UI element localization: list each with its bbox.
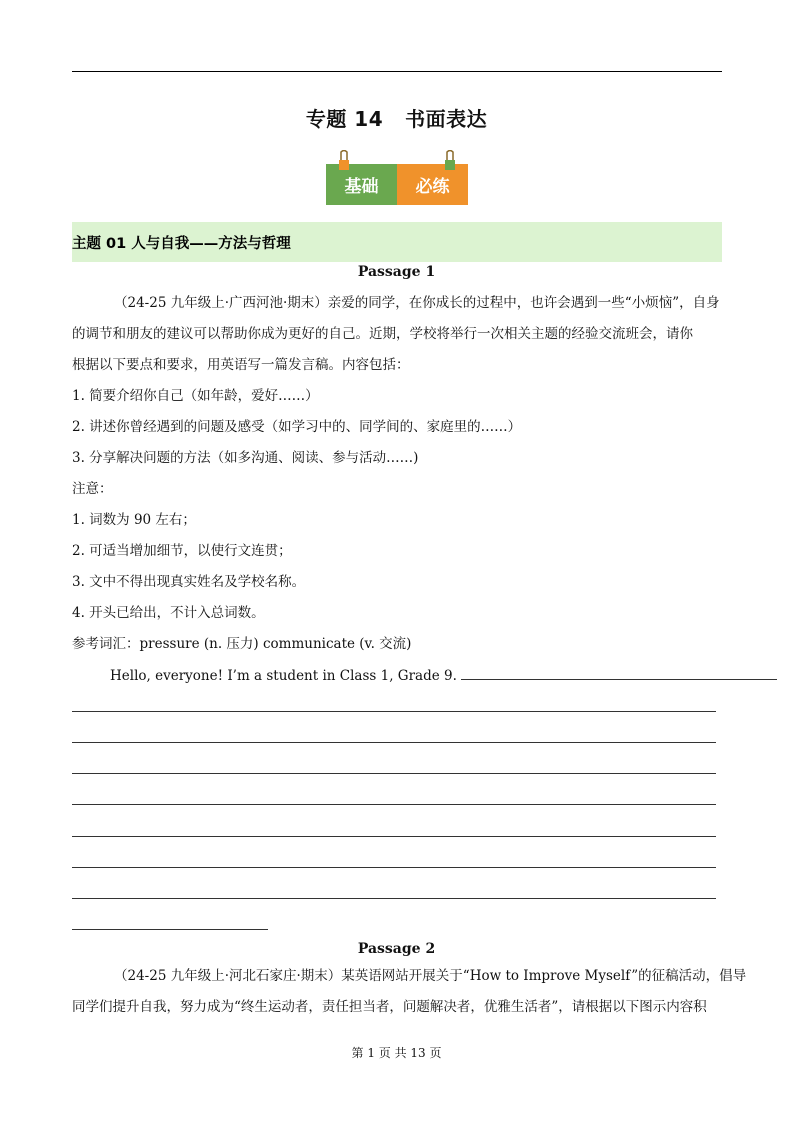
passage1-intro-line1: （24-25 九年级上·广西河池·期末）亲爱的同学，在你成长的过程中，也许会遇到一些“小烦恼”，自身 [114,295,720,311]
left-binder-clip-icon [338,150,350,172]
answer-line[interactable] [72,804,716,805]
passage1-vocabulary: 参考词汇：pressure (n. 压力) communicate (v. 交流) [72,636,412,652]
passage1-note: 2. 可适当增加细节，以使行文连贯； [72,543,292,559]
answer-line[interactable] [72,711,716,712]
page-title [0,103,793,132]
badge-right-label: 必练 [415,177,450,197]
theme-title: 主题 01 人与自我——方法与哲理 [72,235,291,252]
theme-bar [72,222,722,262]
passage1-point: 2. 讲述你曾经遇到的问题及感受（如学习中的、同学间的、家庭里的……） [72,419,522,435]
header-rule [72,71,722,72]
passage1-note: 4. 开头已给出，不计入总词数。 [72,605,265,621]
passage1-intro-line2: 的调节和朋友的建议可以帮助你成为更好的自己。近期，学校将举行一次相关主题的经验交流班会，请你 [72,326,693,342]
passage1-point: 1. 简要介绍你自己（如年龄，爱好……） [72,388,319,404]
passage1-heading: Passage 1 [357,264,436,280]
passage1-point: 3. 分享解决问题的方法（如多沟通、阅读、参与活动……) [72,450,419,466]
passage1-opening: Hello, everyone! I’m a student in Class 1, Grade 9. [110,668,457,684]
answer-line[interactable] [72,898,716,899]
badge-right-box [397,164,468,205]
passage1-note: 1. 词数为 90 左右； [72,512,196,528]
answer-line[interactable] [72,742,716,743]
answer-line[interactable] [72,773,716,774]
passage1-opening-row [110,665,722,686]
answer-line[interactable] [72,867,716,868]
passage1-notes-label: 注意： [72,481,113,497]
badge-left-label: 基础 [344,177,379,197]
passage2-intro-line2: 同学们提升自我，努力成为“终生运动者，责任担当者，问题解决者，优雅生活者”，请根据以下图示内容积 [72,999,707,1015]
passage2-heading: Passage 2 [357,941,436,957]
right-binder-clip-icon [444,150,456,172]
page-footer: 第 1 页 共 13 页 [351,1046,442,1060]
badge-left-box [326,164,397,205]
passage1-intro-line3: 根据以下要点和要求，用英语写一篇发言稿。内容包括： [72,357,410,373]
section-badge [326,150,468,206]
passage2-intro-line1: （24-25 九年级上·河北石家庄·期末）某英语网站开展关于“How to Improve Myself”的征稿活动，倡导 [114,968,747,984]
answer-line-short[interactable] [72,929,268,930]
title-topic-name: 书面表达 [405,107,488,131]
title-topic-number: 专题 14 [305,107,384,131]
answer-line[interactable] [72,836,716,837]
passage1-note: 3. 文中不得出现真实姓名及学校名称。 [72,574,306,590]
answer-blank[interactable] [461,665,777,680]
